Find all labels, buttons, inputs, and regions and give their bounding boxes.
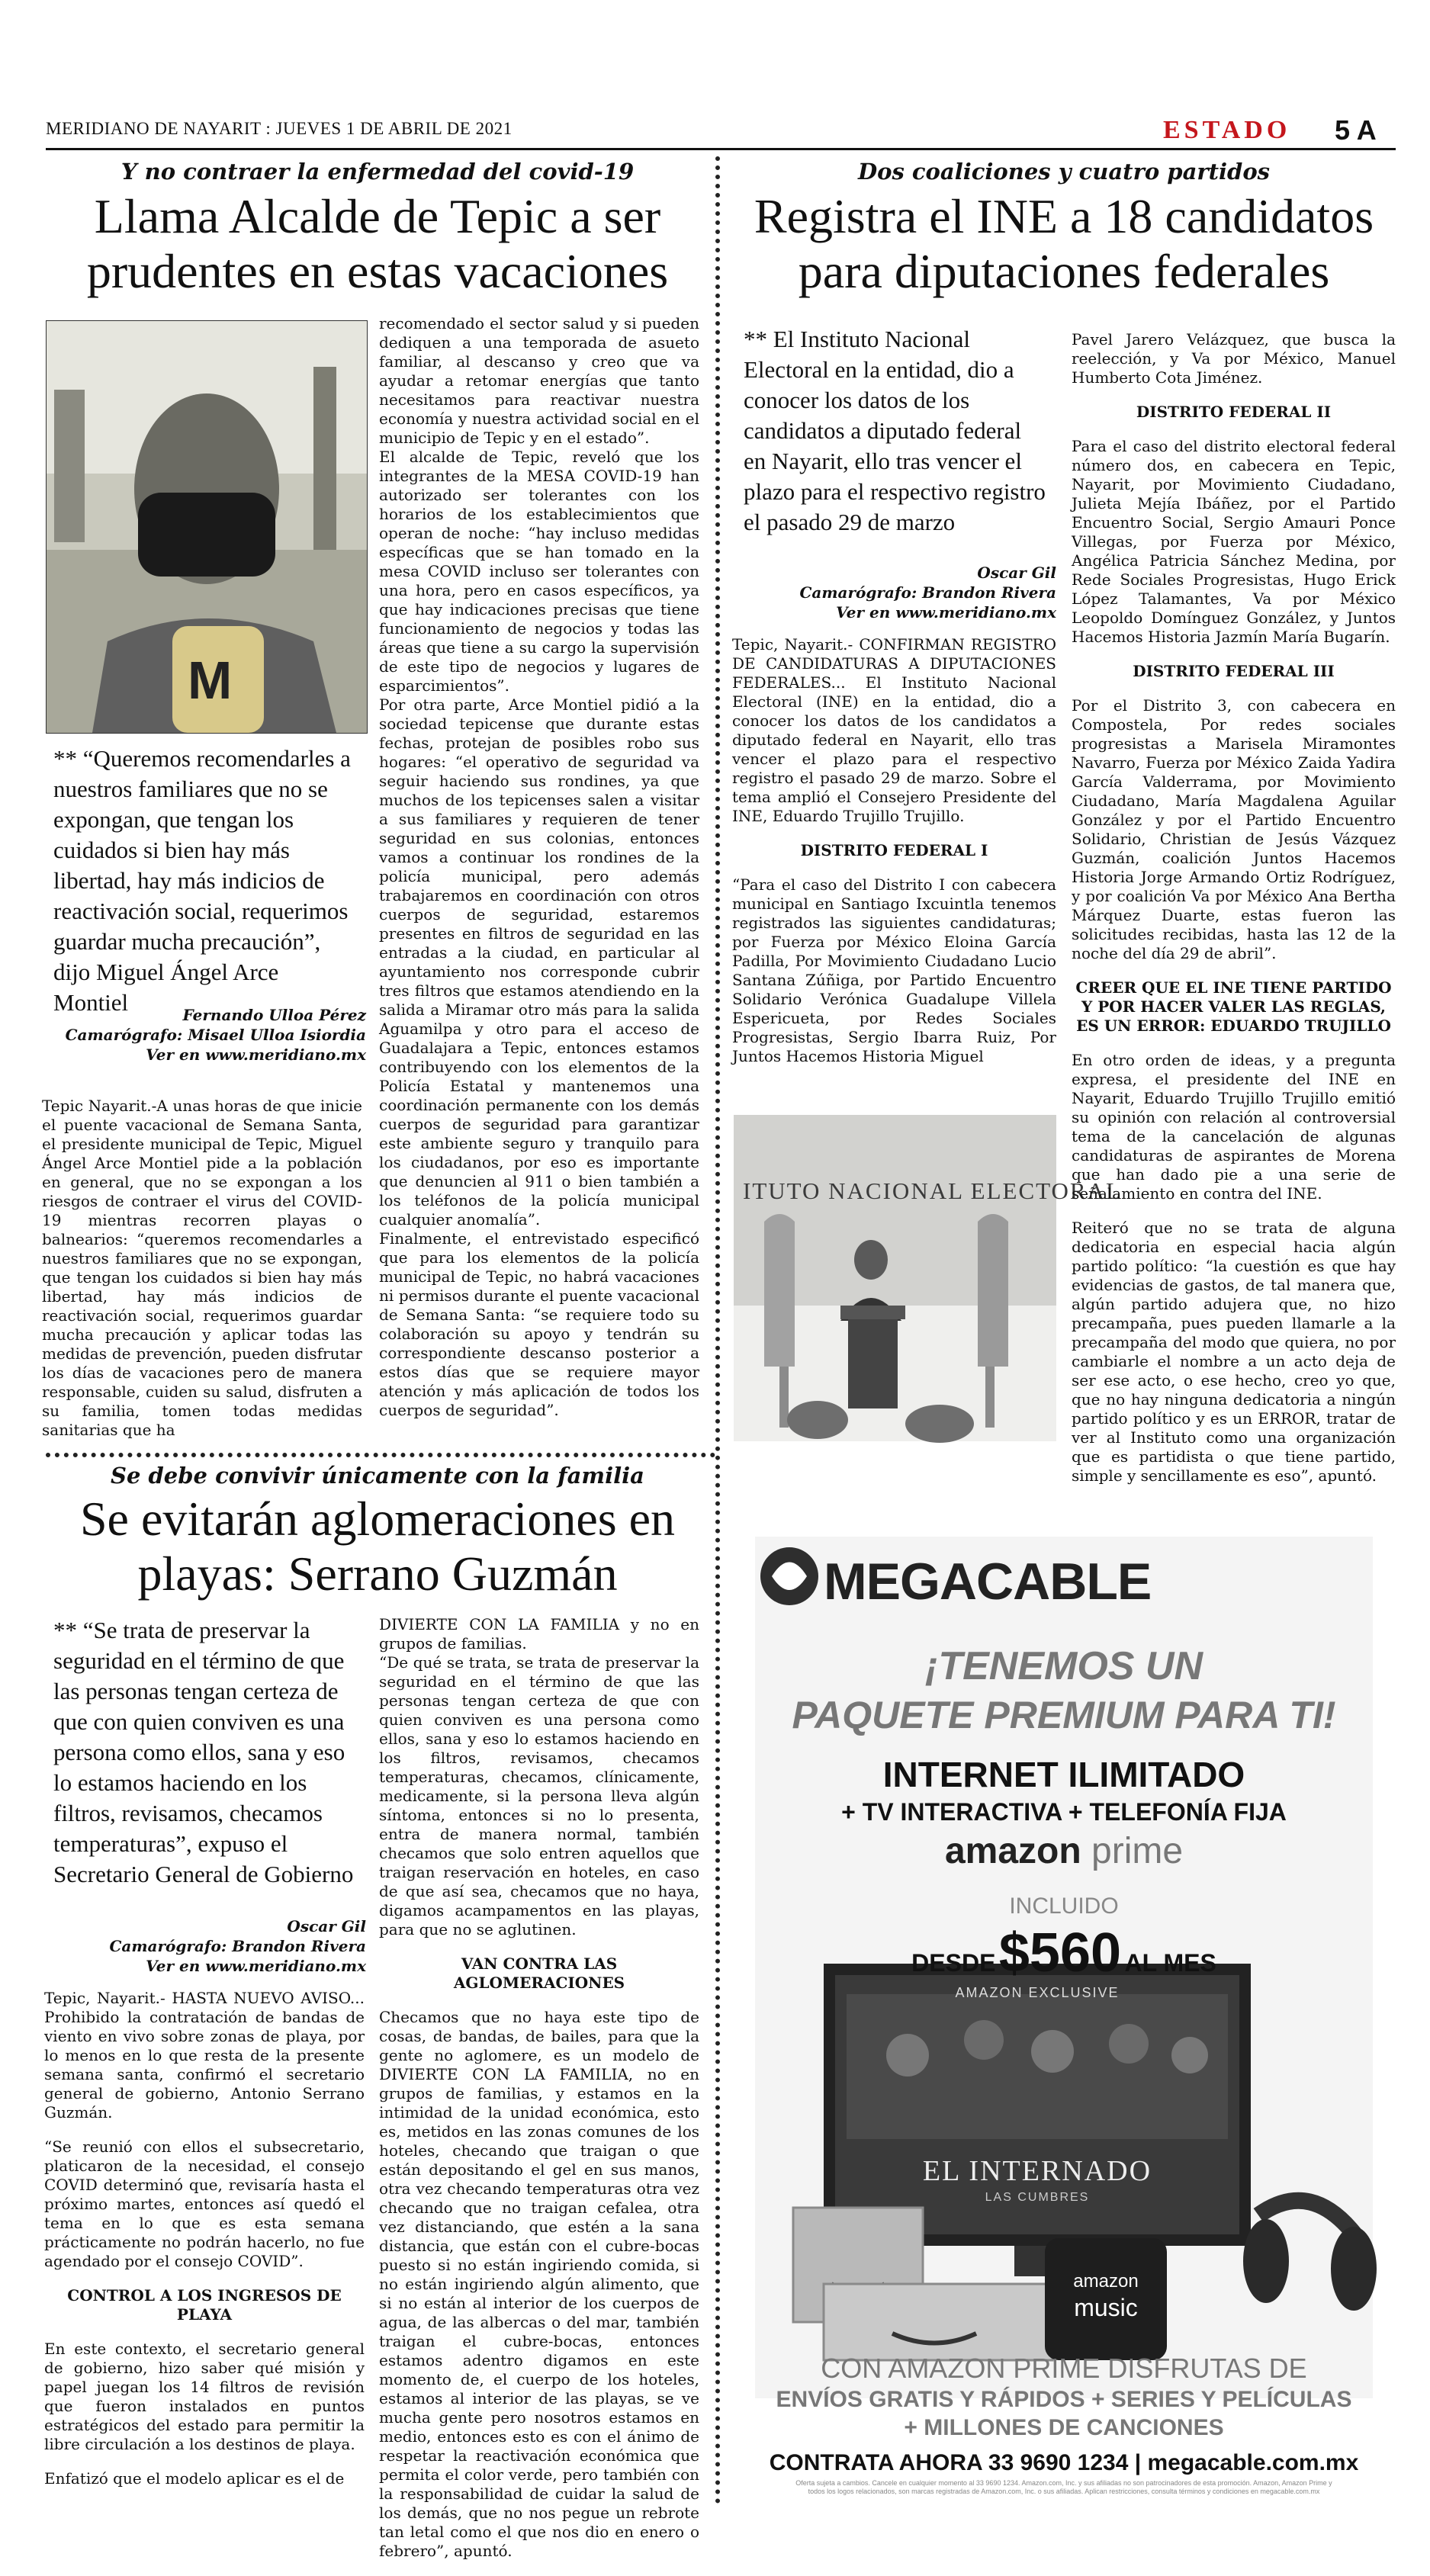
ad-bottom-line-1: CON AMAZON PRIME DISFRUTAS DE bbox=[821, 2353, 1307, 2384]
paragraph: Tepic Nayarit.-A unas horas de que inicie el puente vacacional de Semana Santa, el presidente municipal de Tepic, Miguel Ángel Arce Montiel pide a la población en general, que no se expongan a los riesgos de contraer el virus del COVID-19 mientras recorren playas o balnearios: “queremos recomendarles a nuestros familiares que no se expongan, que tengan los cuidados si bien hay más libertad, hay más indicios de reactivación social, requerimos guardar mucha precaución y aplicar todas las medidas de prevención, pueden disfrutar los días de vacaciones pero de manera responsable, cuiden su salud, disfruten a su familia, tomen todas medidas sanitarias que ha bbox=[42, 1097, 362, 1439]
camera-credit: Camarógrafo: Brandon Rivera bbox=[109, 1937, 366, 1955]
ad-legal: Oferta sujeta a cambios. Cancele en cualquier momento al 33 9690 1234. Amazon.com, Inc. y sus afiliadas no son patrocinadores de esta promoción. Amazon, Amazon Prime y todos los logos relacionados, son marcas registradas de Amazon.com, Inc. o sus afiliadas. Aplican restricciones, consulta términos y condiciones en megacable.com.mx bbox=[795, 2479, 1332, 2495]
paragraph: Por otra parte, Arce Montiel pidió a la sociedad tepicense que durante estas fechas, protejan de posibles robo sus hogares: “el operativo de seguridad va seguir haciendo sus rondines, ya que muchos de los tepicenses salen a visitar a sus familiares y requieren de tener seguridad en sus colonias, entonces vamos a continuar los rondines de la policía municipal, pero además trabajaremos en coordinación con otros cuerpos de seguridad, estaremos presentes en filtros de seguridad en las entradas a la ciudad, en particular al ayuntamiento nos corresponde cubrir tres filtros que estamos atendiendo en la salida a Miramar otro más para la salida Aguamilpa y otro para el acceso de Guadalajara a Tepic, entonces estamos contribuyendo con los elementos de la Policía Estatal y mantenemos una coordinación permanente con los demás cuerpos de seguridad para garantizar este ambiente seguro y tranquilo para los ciudadanos, por eso es importante que denuncien al 911 o bien también a los teléfonos de la policía municipal cualquier anomalía”. bbox=[379, 695, 699, 1229]
megacable-advertisement[interactable] bbox=[732, 1506, 1396, 2497]
article1-lead: ** “Queremos recomendarles a nuestros familiares que no se expongan, que tengan los cuidados si bien hay más libertad, hay más indicios de reactivación social, requerimos guardar mucha precaución”, dijo Miguel Ángel Arce Montiel bbox=[53, 745, 351, 1016]
photo-ine-conference bbox=[734, 1115, 1122, 1441]
price-al-mes: AL MES bbox=[1124, 1949, 1216, 1977]
camera-credit: Camarógrafo: Misael Ulloa Isiordia bbox=[65, 1026, 366, 1044]
paragraph: “Se reunió con ellos el subsecretario, platicaron de la necesidad, el consejo COVID determinó que, revisaría hasta el próximo martes, entonces así quedó el tema en lo que es esta semana prácticamente no podrán hacerlo, no fue agendado por el consejo COVID”. bbox=[44, 2138, 365, 2270]
article3-kicker: Se debe convivir únicamente con la familia bbox=[111, 1463, 644, 1489]
camera-credit: Camarógrafo: Brandon Rivera bbox=[799, 583, 1056, 602]
ad-bottom-line-2: ENVÍOS GRATIS Y RÁPIDOS + SERIES Y PELÍCULAS bbox=[776, 2387, 1352, 2412]
website-credit: Ver en www.meridiano.mx bbox=[836, 603, 1056, 622]
paragraph: Pavel Jarero Velázquez, que busca la reelección, y Va por México, Manuel Humberto Cota Jiménez. bbox=[1072, 330, 1396, 387]
brand-logo-text: MEGACABLE bbox=[824, 1553, 1152, 1611]
subhead-control-ingresos: CONTROL A LOS INGRESOS DE PLAYA bbox=[67, 2286, 342, 2324]
tv-exclusive-label: AMAZON EXCLUSIVE bbox=[955, 1985, 1120, 2000]
tv-show-subtitle: LAS CUMBRES bbox=[985, 2191, 1090, 2204]
subhead-distrito-2: DISTRITO FEDERAL II bbox=[1136, 403, 1332, 421]
ad-bottom-line-3: + MILLONES DE CANCIONES bbox=[904, 2415, 1224, 2440]
price-desde: DESDE bbox=[911, 1949, 996, 1977]
price-value: $560 bbox=[998, 1922, 1122, 1983]
tv-show-title: EL INTERNADO bbox=[922, 2155, 1152, 2187]
website-credit: Ver en www.meridiano.mx bbox=[146, 1045, 366, 1064]
article2-col2-body bbox=[1072, 330, 1396, 1501]
article1-headline: Llama Alcalde de Tepic a ser prudentes en estas vacaciones bbox=[86, 189, 669, 298]
ad-internet: INTERNET ILIMITADO bbox=[882, 1755, 1245, 1794]
masthead bbox=[46, 114, 1396, 150]
paragraph: Enfatizó que el modelo aplicar es el de bbox=[44, 2469, 345, 2488]
amazon-music-logo bbox=[1045, 2269, 1167, 2321]
paragraph: Tepic, Nayarit.- HASTA NUEVO AVISO... Prohibido la contratación de bandas de viento en vivo sobre zonas de playa, por lo menos en lo que resta de la presente semana santa, confirmó el secretario general de gobierno, Antonio Serrano Guzmán. bbox=[44, 1989, 365, 2122]
article1-credits bbox=[46, 1005, 366, 1065]
paragraph: En este contexto, el secretario general de gobierno, hizo saber qué misión y papel juegan los 14 filtros de revisión que fueron instalados en puntos estratégicos del estado para permitir la libre circulación a los destinos de playa. bbox=[44, 2340, 365, 2453]
article2-col1-body bbox=[732, 635, 1056, 1081]
amazon-prime-logo bbox=[732, 1830, 1396, 1872]
ad-tagline-1: ¡TENEMOS UN bbox=[925, 1644, 1203, 1688]
article2-credits bbox=[732, 563, 1056, 622]
article1-kicker: Y no contraer la enfermedad del covid-19 bbox=[121, 159, 635, 185]
column-divider-vertical bbox=[715, 156, 720, 2505]
ad-included: INCLUIDO bbox=[1009, 1893, 1119, 1919]
paragraph: Por el Distrito 3, con cabecera en Compostela, Por redes sociales progresistas a Marisela Miramontes Navarro, Fuerza por México Zaida Yadira García Valderrama, por Movimiento Ciudadano, María Magdalena Aguilar González y por el Partido Encuentro Solidario, Christian de Jesús Vázquez Guzmán, coalición Juntos Hacemos Historia Jorge Armando Ortiz Rodríguez, y por coalición Va por México Ana Bertha Márquez Duarte, estas fueron las solicitudes recibidas, hasta las 12 de la noche del día 29 de abril”. bbox=[1072, 696, 1396, 962]
paragraph: “De qué se trata, se trata de preservar la seguridad en el término de que las personas tengan certeza de que con quien conviven es una persona como ellos, sana y eso lo estamos haciendo en los filtros, revisamos, checamos temperaturas, checamos, clínicamente, medicamente, si la persona lleva algún síntoma, entonces si no lo presenta, entra de manera normal, también checamos que solo entren aquellos que traigan reservación en hoteles, en caso de que así sea, checamos que no haya, digamos acampamentos en las playas, para que no se aglutinen. bbox=[379, 1653, 699, 1938]
article2-kicker: Dos coaliciones y cuatro partidos bbox=[857, 159, 1270, 185]
reporter-name: Oscar Gil bbox=[977, 564, 1056, 582]
price-block bbox=[732, 1922, 1396, 1984]
ad-tagline-2: PAQUETE PREMIUM PARA TI! bbox=[792, 1694, 1336, 1736]
ad-contact[interactable]: CONTRATA AHORA 33 9690 1234 | megacable.com.mx bbox=[769, 2450, 1359, 2475]
article3-headline: Se evitarán aglomeraciones en playas: Serrano Guzmán bbox=[79, 1492, 676, 1601]
subhead-distrito-1: DISTRITO FEDERAL I bbox=[800, 841, 988, 859]
article2-headline: Registra el INE a 18 candidatos para diputaciones federales bbox=[754, 189, 1374, 298]
prime-word: prime bbox=[1091, 1831, 1184, 1871]
music-amazon-word: amazon bbox=[1073, 2271, 1139, 2292]
music-word: music bbox=[1074, 2294, 1138, 2321]
paragraph: “Para el caso del Distrito I con cabecera municipal en Santiago Ixcuintla tenemos registrados las siguientes candidaturas; por Fuerza por México Eloina García Padilla, Por Movimiento Ciudadano Lucio Santana Zúñiga, por Partido Encuentro Solidario Verónica Guadalupe Villela Espericueta, por Redes Sociales Progresistas, Sergio Ibarra Ruiz, Por Juntos Hacemos Historia Miguel bbox=[732, 875, 1056, 1065]
paragraph: recomendado el sector salud y si pueden dediquen a una temporada de asueto familiar, al descanso y creo que va ayudar a retomar energías que tanto necesitamos para reactivar nuestra economía y nuestra actividad social en el municipio de Tepic y en el estado”. bbox=[379, 314, 699, 447]
article3-col1-body bbox=[44, 1989, 365, 2504]
paragraph: DIVIERTE CON LA FAMILIA y no en grupos de familias. bbox=[379, 1615, 699, 1653]
paragraph: El alcalde de Tepic, reveló que los integrantes de la MESA COVID-19 han autorizado ser tolerantes con los horarios de los establecimientos que operan de noche: “hay incluso medidas específicas que se han tomado en la mesa COVID incluso ser tolerantes con una hora, pero en casos específicos, ya que hay indicaciones precisas que tiene funcionamiento de negocios y todas las áreas que tiene a su cargo la supervisión de este tipo de negocios y lugares de esparcimientos”. bbox=[379, 448, 699, 695]
paragraph: Finalmente, el entrevistado especificó que para los elementos de la policía municipal de Tepic, no habrá vacaciones ni permisos durante el puente vacacional de Semana Santa: “se requiere todo su colaboración su apoyo y tendrán su correspondiente descanso posterior a estos días que se requiere mayor atención y más aplicación de todos los cuerpos de seguridad”. bbox=[379, 1229, 699, 1419]
article2-lead: ** El Instituto Nacional Electoral en la entidad, dio a conocer los datos de los candidatos a diputado federal en Nayarit, ello tras vencer el plazo para el respectivo registro el pasado 29 de marzo bbox=[744, 326, 1046, 535]
svg-text:M: M bbox=[188, 650, 233, 710]
photo-sign-text: ITUTO NACIONAL ELECTORAL bbox=[743, 1177, 1122, 1204]
ad-services: + TV INTERACTIVA + TELEFONÍA FIJA bbox=[841, 1798, 1287, 1826]
subhead-distrito-3: DISTRITO FEDERAL III bbox=[1133, 662, 1335, 680]
amazon-word: amazon bbox=[944, 1831, 1081, 1871]
article3-col2-body bbox=[379, 1615, 699, 2576]
article3-lead: ** “Se trata de preservar la seguridad en el término de que las personas tengan certeza de que con quien conviven es una persona como ellos, sana y eso lo estamos haciendo en los filtros, revisamos, checamos temperaturas”, expuso el Secretario General de Gobierno bbox=[53, 1617, 354, 1887]
paragraph: Para el caso del distrito electoral federal número dos, en cabecera en Tepic, Nayarit, por Movimiento Ciudadano, Julieta Mejía Ibáñez, por el Partido Encuentro Social, Sergio Amauri Ponce Villegas, por Fuerza por México, Angélica Patricia Sánchez Medina, por Rede Sociales Progresistas, Hugo Erick López Talamantes, Va por México Leopoldo Domínguez González, y Juntos Hacemos Historia Jazmín María Bugarín. bbox=[1072, 437, 1396, 646]
article1-col1-body bbox=[42, 1097, 362, 1455]
photo-mayor bbox=[46, 320, 368, 734]
paragraph: En otro orden de ideas, y a pregunta expresa, el presidente del INE en Nayarit, Eduardo Trujillo Trujillo emitió su opinión con relación al controversial tema de la cancelación de algunas candidaturas de aspirantes de Morena que han dado pie a una serie de señalamiento en contra del INE. bbox=[1072, 1051, 1396, 1203]
paragraph: Checamos que no haya este tipo de cosas, de bandas, de bailes, para que la gente no aglomere, es un modelo de DIVIERTE CON LA FAMILIA, no en grupos de familias, y estamos en la intimidad de la unidad económica, esto es, metidos en las zonas comunes de los hoteles, checando que traigan o que están depositando el gel en sus manos, otra vez checando temperaturas otra vez checando que no traigan cefalea, otra vez distanciando, que estén a la sana distancia, que están con el cubre-bocas puesto si no están ingiriendo comida, si no están ingiriendo algún alimento, que si no están al interior de los cuerpos de agua, de las albercas o del mar, también traigan el cubre-bocas, entonces estamos adentro digamos en este momento de, el cuerpo de los hoteles, estamos al interior de las playas, se ve mucha gente pero nosotros estamos en medio, entonces esto es con el ánimo de respetar la reactivación económica que permita el color verde, pero también con la responsabilidad de cuidar la salud de los demás, que no nos pegue un rebrote tan letal como el que nos dio en enero o febrero”, apuntó. bbox=[379, 2008, 699, 2560]
masthead-date: MERIDIANO DE NAYARIT : JUEVES 1 DE ABRIL DE 2021 bbox=[46, 119, 513, 138]
website-credit: Ver en www.meridiano.mx bbox=[146, 1957, 366, 1975]
paragraph: Tepic, Nayarit.- CONFIRMAN REGISTRO DE CANDIDATURAS A DIPUTACIONES FEDERALES... El Instituto Nacional Electoral (INE) en la entidad, dio a conocer los datos de los candidatos a diputado federal en Nayarit, ello tras vencer el plazo para el respectivo registro el pasado 29 de marzo. Sobre el tema amplió el Consejero Presidente del INE, Eduardo Trujillo Trujillo. bbox=[732, 635, 1056, 825]
article3-credits bbox=[46, 1916, 366, 1976]
article1-col2-body bbox=[379, 314, 699, 1420]
subhead-aglomeraciones: VAN CONTRA LAS AGLOMERACIONES bbox=[453, 1954, 625, 1992]
section-label: ESTADO bbox=[1163, 116, 1291, 144]
paragraph: Reiteró que no se trata de alguna dedicatoria en especial hacia algún partido político: “la cuestión es que hay evidencias de gastos, de tal manera que, algún partido adujera que, no hizo precampaña, pues pueden llamarle a la precampaña del modo que quiera, no por cambiarle el nombre a un acto deja de ser ese acto, o ese hecho, creo yo que, que no hay ninguna dedicatoria a ningún partido político y es un ERROR, tratar de ver al Instituto como una organización que es partidista o que tiene partido, simple y sencillamente es eso”, apuntó. bbox=[1072, 1219, 1396, 1485]
page-number: 5 A bbox=[1335, 114, 1377, 146]
reporter-name: Fernando Ulloa Pérez bbox=[182, 1006, 366, 1024]
reporter-name: Oscar Gil bbox=[287, 1917, 366, 1935]
subhead-ine-partido: CREER QUE EL INE TIENE PARTIDO Y POR HACER VALER LAS REGLAS, ES UN ERROR: EDUARDO TRUJILLO bbox=[1075, 978, 1392, 1035]
